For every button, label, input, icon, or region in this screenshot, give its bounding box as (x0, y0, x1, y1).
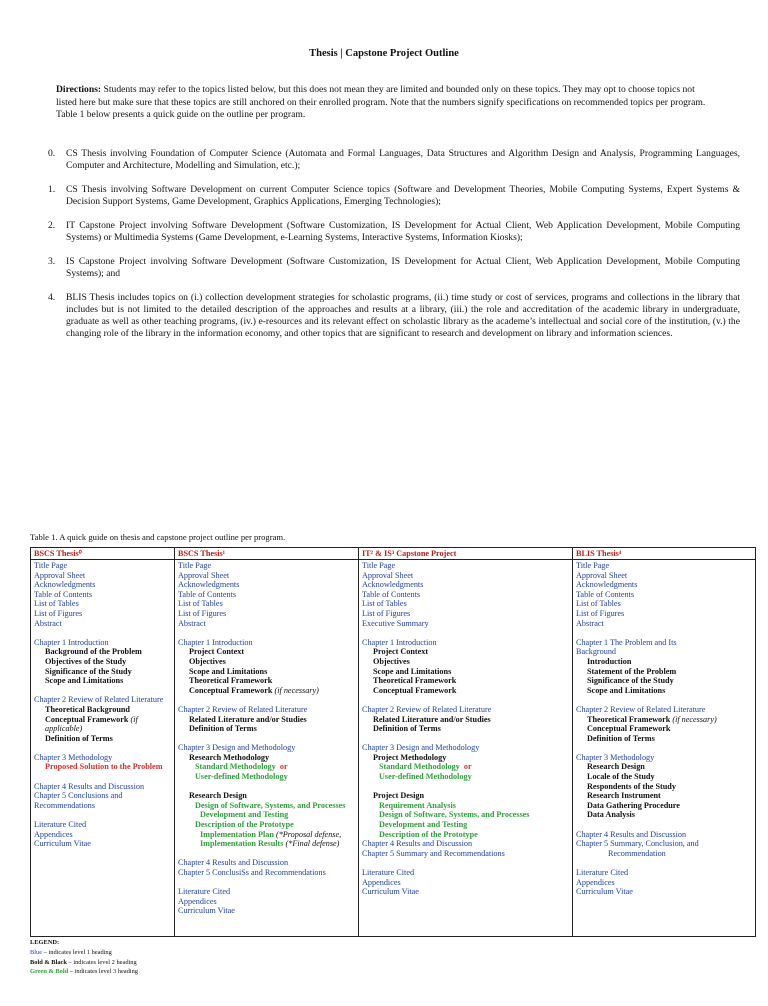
level2-item: Scope and Limitations (45, 676, 124, 686)
prelim-item: Title Page (576, 561, 610, 570)
topic-text: CS Thesis involving Foundation of Computer Science (Automata and Formal Languages, Data Structures and Algorithm Design and Analysis, Programming Languages, Computer and Architecture, Modelling and Simulation, etc.); (66, 148, 740, 172)
directions-label: Directions: (56, 84, 102, 95)
level2-text: Conceptual Framework (45, 714, 129, 724)
prelim-item: Acknowledgments (178, 580, 240, 590)
level2-item: Background of the Problem (45, 647, 142, 657)
post-item: Curriculum Vitae (34, 839, 91, 849)
level2-item: Significance of the Study (45, 666, 132, 676)
legend-title: LEGEND: (30, 939, 60, 946)
chapter-3-heading: Chapter 3 Methodology (34, 752, 113, 762)
prelim-item: Approval Sheet (34, 570, 86, 580)
prelim-item: Abstract (178, 618, 206, 628)
level2-item: Project Context (189, 647, 245, 657)
level2-item: Respondents of the Study (587, 781, 676, 791)
level2-item: Project Design (373, 791, 425, 801)
prelim-item: Table of Contents (576, 589, 635, 599)
header-blis-thesis: BLIS Thesis⁴ (573, 548, 756, 560)
topic-list (48, 148, 740, 352)
table-header-row (31, 548, 756, 560)
note-text: (if applicable) (45, 714, 138, 734)
topic-item (48, 184, 740, 208)
post-item: Appendices (362, 877, 401, 887)
legend-key: Blue (30, 948, 43, 956)
level2-item: Conceptual Framework (587, 724, 671, 734)
document-title: Thesis | Capstone Project Outline (309, 48, 459, 59)
level2-item: Definition of Terms (587, 733, 655, 743)
topic-item (48, 292, 740, 341)
chapter-5-heading: Chapter 5 ConclusiSs and Recommendations (178, 868, 326, 877)
post-item: Appendices (576, 877, 615, 887)
chapter-3-heading: Chapter 3 Methodology (576, 752, 655, 762)
post-item: Literature Cited (34, 820, 87, 830)
chapter-5-heading-cont: Recommendation (608, 848, 666, 858)
level2-item: Research Design (587, 762, 645, 772)
post-item: Literature Cited (178, 887, 231, 897)
prelim-item: List of Figures (576, 608, 625, 618)
legend-level2 (30, 958, 138, 968)
level2-item: Objectives of the Study (45, 656, 127, 666)
prelim-item: List of Tables (362, 599, 407, 609)
chapter-4-heading: Chapter 4 Results and Discussion (576, 829, 687, 839)
topic-number: 4. (48, 291, 56, 303)
level2-item: Definition of Terms (373, 724, 441, 734)
prelim-item: List of Figures (362, 608, 411, 618)
legend-text: – indicates level 3 heading (68, 968, 138, 976)
prelim-item: Approval Sheet (576, 570, 628, 580)
note-text: (if necessary) (670, 714, 717, 724)
prelim-item: Acknowledgments (362, 580, 424, 590)
level3-item: Description of the Prototype (379, 829, 478, 839)
chapter-2-heading: Chapter 2 Review of Related Literature (362, 704, 492, 714)
legend-key: Green & Bold (30, 968, 69, 976)
level2-item: Conceptual Framework (373, 685, 457, 695)
column-bscs-thesis-0 (31, 560, 175, 937)
prelim-item: Executive Summary (362, 618, 429, 628)
prelim-item: List of Tables (34, 599, 79, 609)
legend-level3 (30, 967, 138, 977)
prelim-item: Table of Contents (178, 589, 237, 599)
level3-text: Implementation Results (200, 839, 284, 849)
topic-number: 0. (48, 148, 56, 159)
post-item: Appendices (34, 829, 73, 839)
prelim-item: List of Figures (178, 608, 227, 618)
legend-level1 (30, 948, 138, 958)
or-text: or (279, 762, 288, 772)
proposed-solution-heading: Proposed Solution to the Problem (45, 762, 163, 772)
chapter-4-heading: Chapter 4 Results and Discussion (362, 839, 473, 849)
directions-text: Students may refer to the topics listed below, but this does not mean they are limited and bounded only on these topics. They may opt to choose topics not listed here but make sure that these topics are still anchored on their enrolled program. Note that the numbers signify specifications on recommended topics per program. Table 1 below presents a quick guide on the outline per program. (56, 84, 706, 120)
level2-item: Related Literature and/or Studies (189, 714, 307, 724)
or-text: or (463, 762, 472, 772)
prelim-item: List of Figures (34, 608, 83, 618)
level2-item: Locale of the Study (587, 772, 655, 782)
chapter-1-heading: Chapter 1 Introduction (34, 637, 109, 647)
level2-text: Theoretical Framework (587, 714, 671, 724)
table-body-row (31, 560, 756, 937)
post-item: Literature Cited (576, 868, 629, 877)
chapter-3-heading: Chapter 3 Design and Methodology (362, 743, 480, 753)
level2-item: Scope and Limitations (189, 666, 268, 676)
prelim-item: Table of Contents (34, 589, 93, 599)
post-item: Curriculum Vitae (178, 906, 235, 916)
level2-item: Significance of the Study (587, 676, 674, 686)
post-item: Curriculum Vitae (362, 887, 419, 897)
level2-item: Data Gathering Procedure (587, 800, 680, 810)
level3-item (178, 839, 355, 849)
level2-item (178, 686, 355, 696)
prelim-item: Approval Sheet (362, 570, 414, 580)
level2-item: Research Methodology (189, 752, 270, 762)
topic-item (48, 148, 740, 172)
note-text: (*Proposal defense, (273, 829, 342, 839)
topic-number: 1. (48, 183, 56, 195)
topic-number: 3. (48, 255, 56, 267)
prelim-item: Acknowledgments (34, 580, 96, 590)
level2-item: Definition of Terms (189, 724, 257, 734)
note-text: (if necessary) (272, 685, 319, 695)
level3-item (362, 762, 569, 772)
level2-text: Conceptual Framework (189, 685, 273, 695)
legend-text: – indicates level 2 heading (66, 958, 137, 966)
table-caption: Table 1. A quick guide on thesis and capstone project outline per program. (30, 532, 286, 542)
directions-paragraph (56, 84, 712, 122)
chapter-1-heading: Chapter 1 The Problem and Its (576, 637, 677, 647)
chapter-3-heading: Chapter 3 Design and Methodology (178, 743, 296, 753)
legend-text: – indicates level 1 heading (42, 948, 112, 956)
chapter-1-heading-cont: Background (576, 647, 617, 657)
note-text: (*Final defense) (283, 839, 340, 849)
column-bscs-thesis-1 (175, 560, 359, 937)
header-it-is-capstone: IT² & IS³ Capstone Project (359, 548, 573, 560)
level3-item (178, 762, 355, 772)
chapter-2-heading: Chapter 2 Review of Related Literature (178, 704, 308, 714)
level2-item: Scope and Limitations (587, 685, 666, 695)
level2-item: Introduction (587, 656, 632, 666)
prelim-item: Title Page (362, 561, 396, 570)
level2-item: Theoretical Framework (373, 676, 457, 686)
level2-item (34, 715, 171, 734)
level2-item: Theoretical Framework (189, 676, 273, 686)
post-item: Appendices (178, 896, 217, 906)
level2-item: Project Methodology (373, 752, 447, 762)
topic-text: CS Thesis involving Software Development on current Computer Science topics (Software and Development Theories, Mobile Computing Systems, Expert Systems & Decision Support Systems, Game Development, Graphics Applications, Emerging Technologies); (66, 183, 740, 208)
level2-item: Objectives (189, 656, 226, 666)
outline-guide-table (30, 547, 756, 937)
level2-item: Related Literature and/or Studies (373, 714, 491, 724)
chapter-4-heading: Chapter 4 Results and Discussion (34, 781, 145, 791)
level2-item: Theoretical Background (45, 704, 130, 714)
chapter-1-heading: Chapter 1 Introduction (178, 637, 253, 647)
level2-item: Research Instrument (587, 791, 661, 801)
chapter-4-heading: Chapter 4 Results and Discussion (178, 858, 289, 868)
level3-item: Description of the Prototype (195, 820, 294, 830)
level2-item: Project Context (373, 647, 429, 657)
prelim-item: Abstract (34, 618, 62, 628)
level2-item: Statement of the Problem (587, 666, 677, 676)
level3-item: Design of Software, Systems, and Processes (195, 800, 346, 810)
level2-item: Objectives (373, 656, 410, 666)
prelim-item: Table of Contents (362, 589, 421, 599)
level2-item: Research Design (189, 791, 247, 801)
legend (30, 938, 138, 977)
level3-item: Requirement Analysis (379, 800, 456, 810)
prelim-item: Abstract (576, 618, 604, 628)
prelim-item: Title Page (34, 561, 68, 570)
level2-item: Data Analysis (587, 810, 635, 820)
chapter-2-heading: Chapter 2 Review of Related Literature (34, 695, 164, 705)
legend-key: Bold & Black (30, 958, 67, 966)
prelim-item: Title Page (178, 561, 212, 570)
topic-text: IS Capstone Project involving Software Development (Software Customization, IS Development for Actual Client, Web Application Development, Mobile Computing Systems); and (66, 255, 740, 279)
chapter-5-heading: Chapter 5 Summary, Conclusion, and (576, 839, 699, 849)
chapter-2-heading: Chapter 2 Review of Related Literature (576, 704, 706, 714)
post-item: Curriculum Vitae (576, 887, 633, 897)
level3-item: Development and Testing (200, 810, 289, 820)
level3-item (178, 830, 355, 840)
chapter-5-heading: Chapter 5 Summary and Recommendations (362, 848, 505, 858)
header-bscs-thesis-1: BSCS Thesis¹ (175, 548, 359, 560)
level3-item: Development and Testing (379, 820, 468, 830)
prelim-item: List of Tables (178, 599, 223, 609)
level3-item: Design of Software, Systems, and Processes (379, 810, 530, 820)
topic-item (48, 256, 740, 280)
prelim-item: Acknowledgments (576, 580, 638, 590)
chapter-5-heading: Chapter 5 Conclusions and Recommendations (34, 791, 123, 810)
column-it-is-capstone (359, 560, 573, 937)
column-blis-thesis (573, 560, 756, 937)
chapter-1-heading: Chapter 1 Introduction (362, 637, 437, 647)
level2-item (576, 715, 752, 725)
prelim-item: Approval Sheet (178, 570, 230, 580)
post-item: Literature Cited (362, 868, 415, 877)
level3-text: Standard Methodology (379, 762, 460, 772)
header-bscs-thesis-0: BSCS Thesis⁰ (31, 548, 175, 560)
level2-item: Definition of Terms (45, 733, 113, 743)
prelim-item: List of Tables (576, 599, 621, 609)
topic-text: IT Capstone Project involving Software Development (Software Customization, IS Development for Actual Client, Web Application Development, Mobile Computing Systems) or Multimedia Systems (Game Development, e-Learning Systems, Interactive Systems, Information Kiosks); (66, 219, 740, 244)
level2-item: Scope and Limitations (373, 666, 452, 676)
topic-text: BLIS Thesis includes topics on (i.) collection development strategies for scholastic programs, (ii.) time study or cost of services, programs and collections in the library that includes but is not limited to the detailed description of the approaches and results at a library, (iii.) the role and accreditation of the academic library in undergraduate, graduate as well as other teaching programs, (iv.) e-resources and its relevant effect on scholastic library as the academe’s intellectual and social core of the institution, (v.) the changing role of the library in the information economy, and other topics that are significant to research and development on library and information sciences. (66, 291, 740, 340)
level3-text: Implementation Plan (200, 829, 274, 839)
topic-item (48, 220, 740, 244)
topic-number: 2. (48, 219, 56, 231)
level3-text: Standard Methodology (195, 762, 276, 772)
level3-item: User-defined Methodology (195, 772, 288, 782)
level3-item: User-defined Methodology (379, 772, 472, 782)
